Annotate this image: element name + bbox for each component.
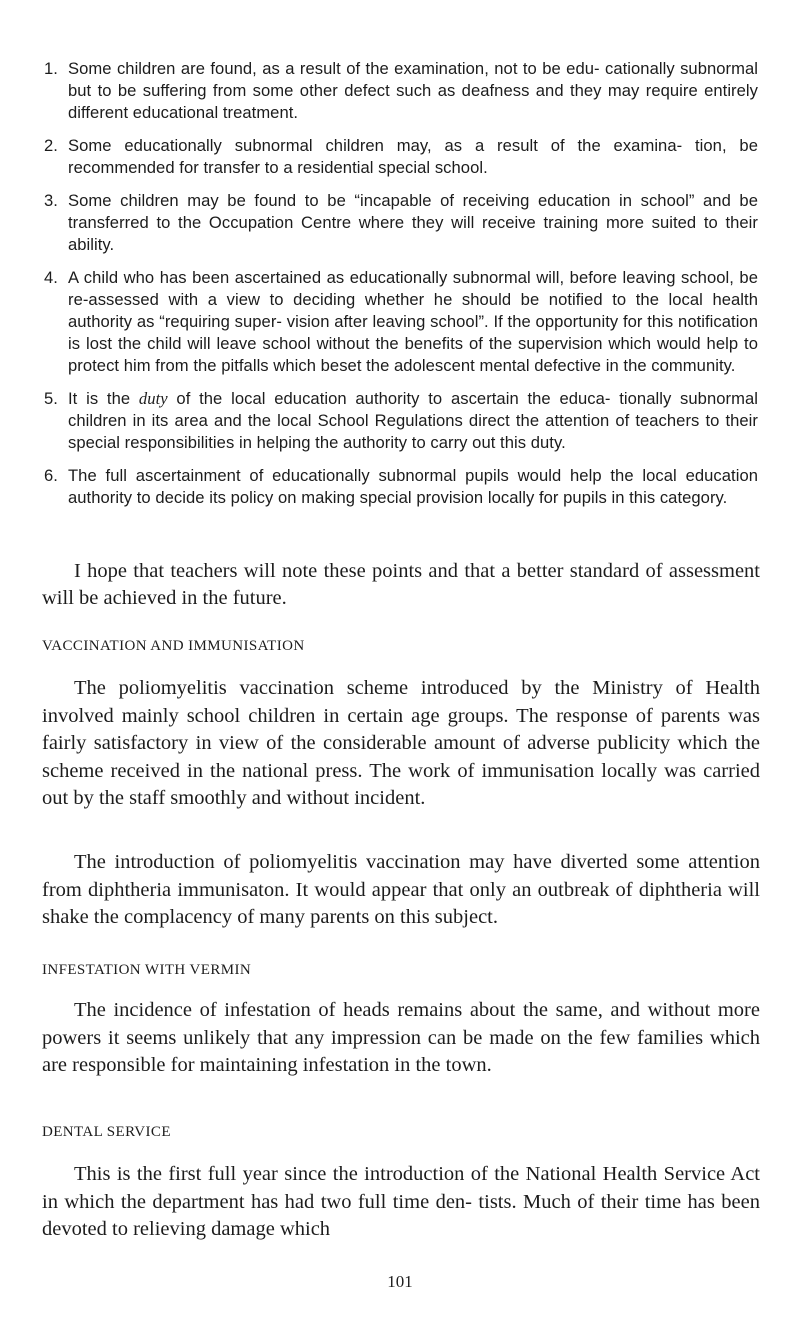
dental-paragraph: This is the first full year since the introduction of the National Health Service Act in which the department has had two full time den- tists. Much of their time has been devoted to relieving damage which [42,1163,760,1241]
page-number: 101 [387,1272,413,1291]
infestation-heading: INFESTATION WITH VERMIN [42,962,252,978]
vaccination-heading: VACCINATION AND IMMUNISATION [42,638,305,654]
item-text: Some children may be found to be “incapable of receiving education in school” and be transferred to the Occupation Centre where they will receive training more suited to their ability. [68,191,758,254]
closing-paragraph: I hope that teachers will note these points and that a better standard of assessment will be achieved in the future. [42,560,760,609]
numbered-list [44,58,758,520]
item-number: 1. [44,59,58,78]
item-text: A child who has been ascertained as educationally subnormal will, before leaving school, be re-assessed with a view to deciding whether he should be notified to the local health authority as “requiring super- vision after leaving school”. If the opportunity for this notification is lost the child will leave school without the benefits of the supervision which would help to protect him from the pitfalls which beset the adolescent mental defective in the community. [68,268,758,375]
item-text: The full ascertainment of educationally subnormal pupils would help the local education authority to decide its policy on making special provision locally for pupils in this category. [68,466,758,507]
item-number: 4. [44,268,58,287]
item-text-end: of the local education authority to ascertain the educa- tionally subnormal children in its area and the local School Regulations direct the attention of teachers to their special responsibilities in helping the authority to carry out this duty. [68,389,758,452]
item-text: Some children are found, as a result of the examination, not to be edu- cationally subnormal but to be suffering from some other defect such as deafness and they may require entirely different educational treatment. [68,59,758,122]
vaccination-paragraph-1: The poliomyelitis vaccination scheme introduced by the Ministry of Health involved mainly school children in certain age groups. The response of parents was fairly satisfactory in view of the considerable amount of adverse publicity which the scheme received in the national press. The work of immunisation locally was carried out by the staff smoothly and without incident. [42,677,760,810]
item-text [68,388,758,454]
list-item [44,465,758,509]
item-text-start: It is the [68,389,139,408]
list-item [44,190,758,256]
item-number: 2. [44,136,58,155]
item-number: 5. [44,389,58,408]
item-text: Some educationally subnormal children may, as a result of the examina- tion, be recommended for transfer to a residential special school. [68,136,758,177]
infestation-paragraph: The incidence of infestation of heads remains about the same, and without more powers it seems unlikely that any impression can be made on the few families which are responsible for maintaining infestation in the town. [42,999,760,1077]
dental-heading: DENTAL SERVICE [42,1124,171,1140]
vaccination-paragraph-2: The introduction of poliomyelitis vaccination may have diverted some attention from diphtheria immunisaton. It would appear that only an outbreak of diphtheria will shake the complacency of many parents on this subject. [42,851,760,929]
list-item [44,388,758,454]
list-item [44,58,758,124]
list-item [44,267,758,377]
item-number: 6. [44,466,58,485]
item-emphasis: duty [138,389,168,408]
list-item [44,135,758,179]
item-number: 3. [44,191,58,210]
